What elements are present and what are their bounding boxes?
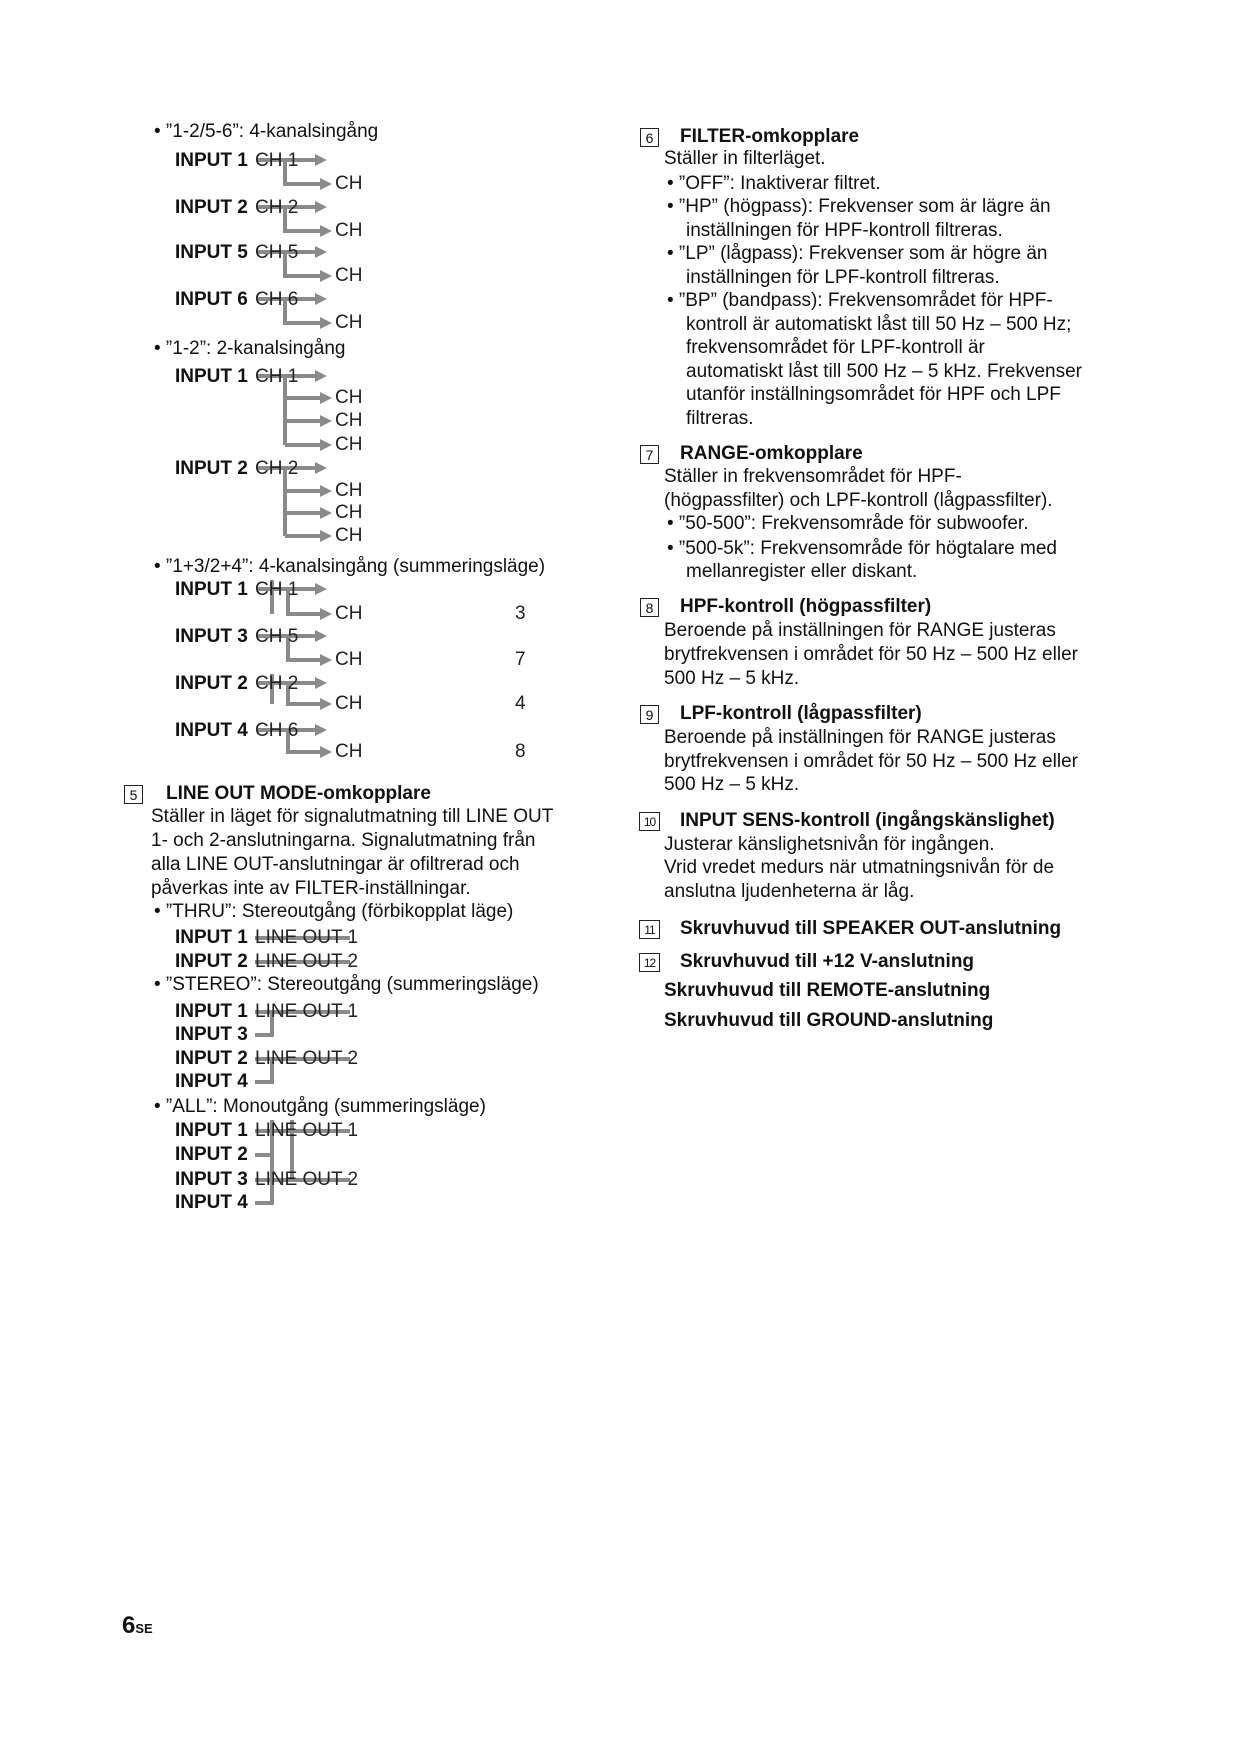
diagram-a-input-1: INPUT 1 [175, 150, 248, 171]
all-input-3: INPUT 3 [175, 1169, 248, 1190]
diagram-a-input-5: INPUT 5 [175, 242, 248, 263]
section-9-line-1: Beroende på inställningen för RANGE justeras [664, 727, 1056, 748]
section-8-line-2: brytfrekvensen i området för 50 Hz – 500 Hz eller [664, 644, 1078, 665]
section-8-title: HPF-kontroll (högpassfilter) [680, 596, 932, 617]
diagram-c-out-1: CH [335, 603, 363, 624]
filter-bp-5: utanför inställningsområdet för HPF och LPF [686, 384, 1061, 405]
bullet-thru: • ”THRU”: Stereoutgång (förbikopplat läge) [154, 901, 514, 922]
section-12-ground: Skruvhuvud till GROUND-anslutning [664, 1010, 994, 1031]
diagram-c-num-4: 8 [515, 741, 526, 762]
diagram-b-out-2: CH [335, 410, 363, 431]
diagram-a-input-6: INPUT 6 [175, 289, 248, 310]
page-language: SE [135, 1621, 153, 1636]
diagram-c-num-3: 4 [515, 693, 526, 714]
section-10-title: INPUT SENS-kontroll (ingångskänslighet) [680, 810, 1055, 831]
diagram-c-out-3: CH [335, 693, 363, 714]
stereo-line-out-2: LINE OUT 2 [255, 1048, 359, 1069]
diagram-b-input-1: INPUT 1 [175, 366, 248, 387]
filter-hp-2: inställningen för HPF-kontroll filtreras. [686, 220, 1003, 241]
section-6-intro: Ställer in filterläget. [664, 148, 826, 169]
diagram-c-out-4: CH [335, 741, 363, 762]
bullet-all: • ”ALL”: Monoutgång (summeringsläge) [154, 1096, 486, 1117]
bullet-1-2: • ”1-2”: 2-kanalsingång [154, 338, 346, 359]
diagram-a-ch-1: CH 1 [255, 150, 299, 171]
diagram-c-ch-5: CH 5 [255, 626, 299, 647]
bullet-stereo: • ”STEREO”: Stereoutgång (summeringsläge) [154, 974, 539, 995]
filter-bp-4: automatiskt låst till 500 Hz – 5 kHz. Frekvenser [686, 361, 1082, 382]
section-7-line-1: Ställer in frekvensområdet för HPF- [664, 466, 962, 487]
section-9-title: LPF-kontroll (lågpassfilter) [680, 703, 922, 724]
section-9-line-2: brytfrekvensen i området för 50 Hz – 500 Hz eller [664, 751, 1078, 772]
filter-lp-1: • ”LP” (lågpass): Frekvenser som är högre än [667, 243, 1048, 264]
stereo-input-4: INPUT 4 [175, 1071, 248, 1092]
section-5-number: 5 [124, 785, 143, 804]
section-5-line-3: alla LINE OUT-anslutningar är ofiltrerad och [151, 854, 520, 875]
diagram-a-ch-6: CH 6 [255, 289, 299, 310]
section-10-line-1: Justerar känslighetsnivån för ingången. [664, 834, 995, 855]
diagram-a-out-6: CH [335, 312, 363, 333]
diagram-b-out-4: CH [335, 480, 363, 501]
section-5-line-2: 1- och 2-anslutningarna. Signalutmatning från [151, 830, 536, 851]
diagram-c-num-1: 3 [515, 603, 526, 624]
diagram-a-ch-5: CH 5 [255, 242, 299, 263]
section-10-number: 10 [639, 812, 660, 831]
section-8-number: 8 [640, 598, 659, 617]
stereo-input-1: INPUT 1 [175, 1001, 248, 1022]
diagram-c-ch-2: CH 2 [255, 673, 299, 694]
section-11-number: 11 [639, 920, 660, 939]
section-6-number: 6 [640, 128, 659, 147]
page-number [122, 1612, 153, 1640]
diagram-b-group [258, 370, 332, 542]
bullet-1-2-5-6: • ”1-2/5-6”: 4-kanalsingång [154, 121, 379, 142]
diagram-b-out-5: CH [335, 502, 363, 523]
diagram-a-out-2: CH [335, 220, 363, 241]
thru-line-out-2: LINE OUT 2 [255, 951, 359, 972]
section-6-title: FILTER-omkopplare [680, 126, 860, 147]
diagram-c-out-2: CH [335, 649, 363, 670]
stereo-input-2: INPUT 2 [175, 1048, 248, 1069]
all-line-out-1: LINE OUT 1 [255, 1120, 359, 1141]
filter-bp-3: frekvensområdet för LPF-kontroll är [686, 337, 985, 358]
section-5-title: LINE OUT MODE-omkopplare [166, 783, 431, 804]
section-12-title: Skruvhuvud till +12 V-anslutning [680, 951, 975, 972]
filter-bp-2: kontroll är automatiskt låst till 50 Hz – 500 Hz; [686, 314, 1072, 335]
diagram-a-input-2: INPUT 2 [175, 197, 248, 218]
stereo-line-out-1: LINE OUT 1 [255, 1001, 359, 1022]
thru-line-out-1: LINE OUT 1 [255, 927, 359, 948]
filter-lp-2: inställningen för LPF-kontroll filtreras. [686, 267, 1000, 288]
filter-bp-6: filtreras. [686, 408, 754, 429]
all-input-1: INPUT 1 [175, 1120, 248, 1141]
section-5-line-4: påverkas inte av FILTER-inställningar. [151, 878, 471, 899]
range-50-500: • ”50-500”: Frekvensområde för subwoofer. [667, 513, 1029, 534]
diagram-c-input-3: INPUT 3 [175, 626, 248, 647]
diagram-a-out-1: CH [335, 173, 363, 194]
range-500-5k-2: mellanregister eller diskant. [686, 561, 918, 582]
diagram-b-ch-2: CH 2 [255, 458, 299, 479]
section-7-line-2: (högpassfilter) och LPF-kontroll (lågpassfilter). [664, 490, 1053, 511]
all-input-2: INPUT 2 [175, 1144, 248, 1165]
section-5-line-1: Ställer in läget för signalutmatning till LINE OUT [151, 806, 554, 827]
section-8-line-1: Beroende på inställningen för RANGE justeras [664, 620, 1056, 641]
diagram-b-out-1: CH [335, 387, 363, 408]
section-11-title: Skruvhuvud till SPEAKER OUT-anslutning [680, 918, 1062, 939]
section-12-remote: Skruvhuvud till REMOTE-anslutning [664, 980, 991, 1001]
thru-input-1: INPUT 1 [175, 927, 248, 948]
section-10-line-3: anslutna ljudenheterna är låg. [664, 881, 915, 902]
section-7-title: RANGE-omkopplare [680, 443, 863, 464]
stereo-input-3: INPUT 3 [175, 1024, 248, 1045]
section-7-number: 7 [640, 445, 659, 464]
thru-input-2: INPUT 2 [175, 951, 248, 972]
filter-bp-1: • ”BP” (bandpass): Frekvensområdet för HPF- [667, 290, 1053, 311]
section-9-line-3: 500 Hz – 5 kHz. [664, 774, 800, 795]
diagram-b-input-2: INPUT 2 [175, 458, 248, 479]
section-8-line-3: 500 Hz – 5 kHz. [664, 668, 800, 689]
filter-off: • ”OFF”: Inaktiverar filtret. [667, 173, 881, 194]
all-input-4: INPUT 4 [175, 1192, 248, 1213]
diagram-c-input-1: INPUT 1 [175, 579, 248, 600]
section-9-number: 9 [640, 705, 659, 724]
diagram-c-ch-6: CH 6 [255, 720, 299, 741]
diagram-c-input-4: INPUT 4 [175, 720, 248, 741]
diagram-b-ch-1: CH 1 [255, 366, 299, 387]
diagram-a-out-5: CH [335, 265, 363, 286]
all-line-out-2: LINE OUT 2 [255, 1169, 359, 1190]
diagram-a-ch-2: CH 2 [255, 197, 299, 218]
range-500-5k-1: • ”500-5k”: Frekvensområde för högtalare med [667, 538, 1057, 559]
diagram-c-num-2: 7 [515, 649, 526, 670]
diagram-b-out-3: CH [335, 434, 363, 455]
diagram-c-ch-1: CH 1 [255, 579, 299, 600]
page-number-value: 6 [122, 1612, 136, 1639]
bullet-summing: • ”1+3/2+4”: 4-kanalsingång (summeringsläge) [154, 556, 546, 577]
diagram-c-input-2: INPUT 2 [175, 673, 248, 694]
diagram-b-out-6: CH [335, 525, 363, 546]
section-12-number: 12 [639, 953, 660, 972]
section-10-line-2: Vrid vredet medurs när utmatningsnivån för de [664, 857, 1055, 878]
filter-hp-1: • ”HP” (högpass): Frekvenser som är lägre än [667, 196, 1051, 217]
